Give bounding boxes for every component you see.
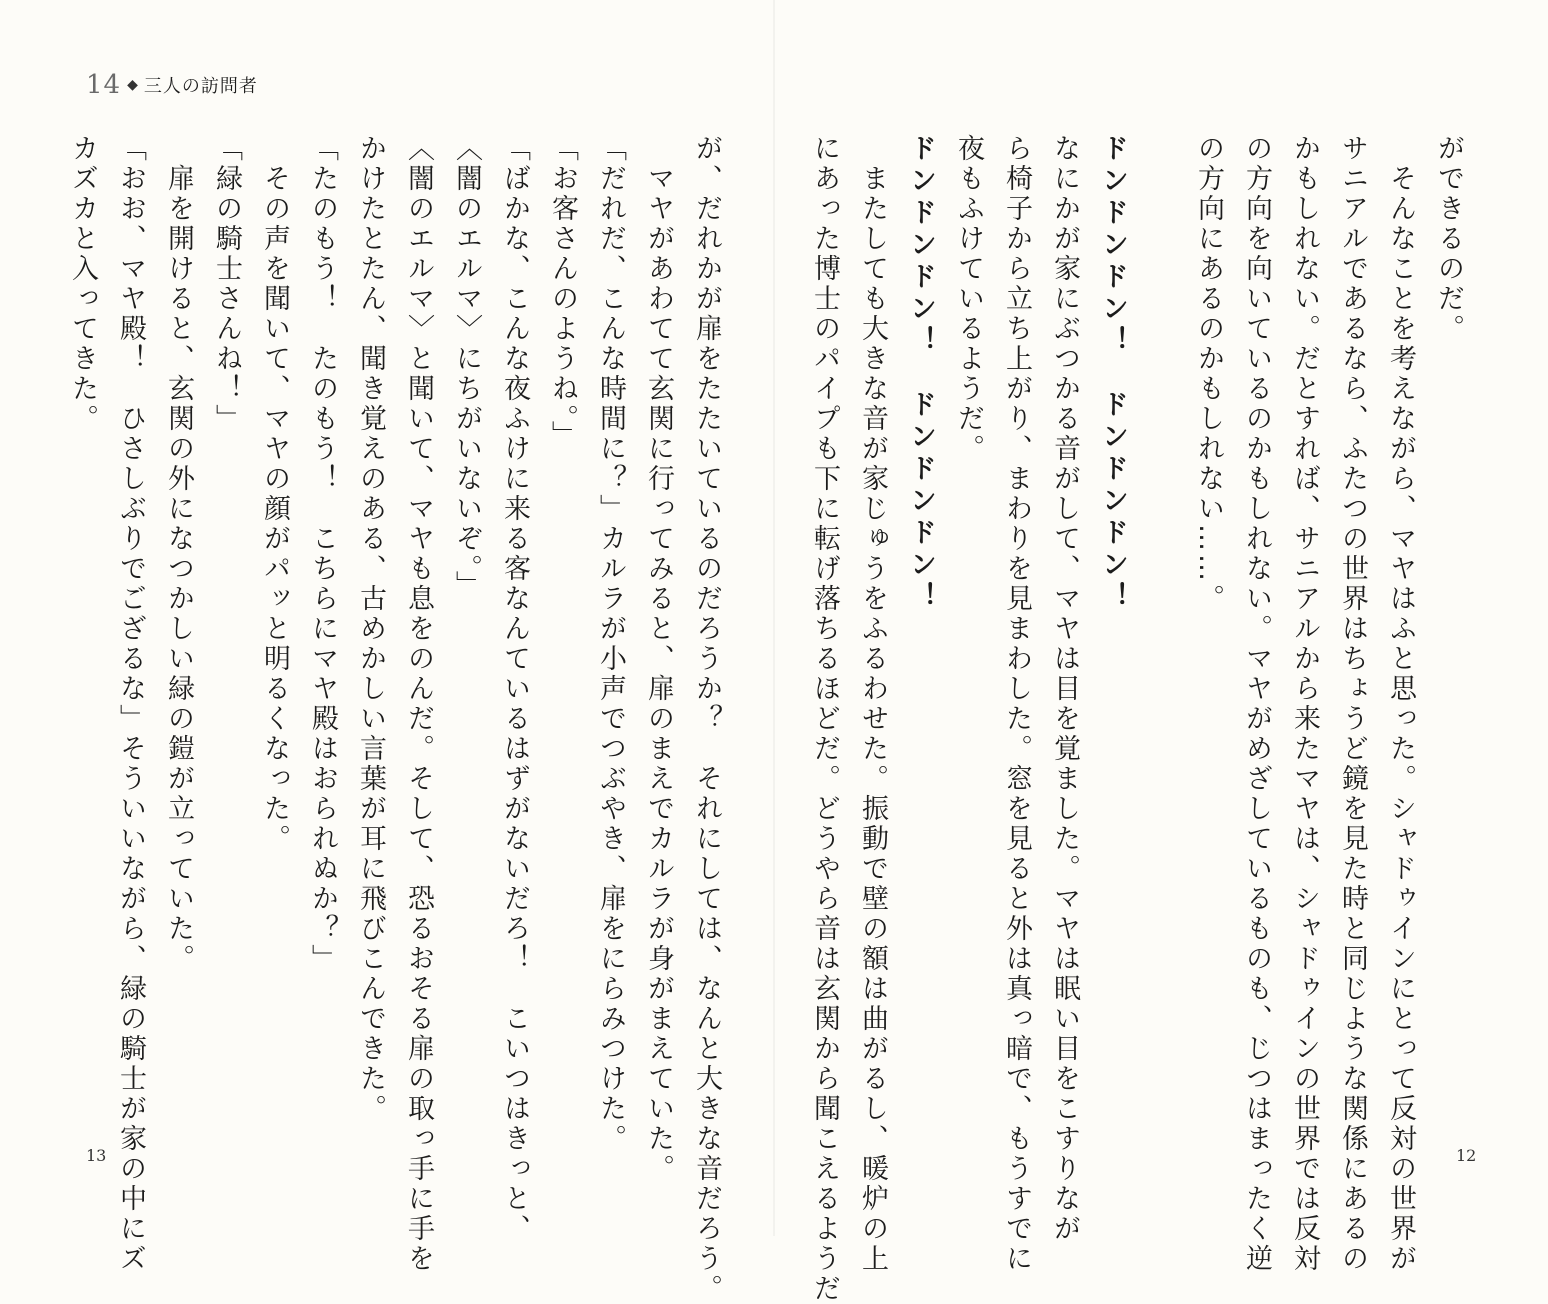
text-line: の方向を向いているのかもしれない。マヤがめざしているものも、じつはまったく逆 xyxy=(1241,134,1272,1274)
diamond-icon: ◆ xyxy=(127,77,138,93)
chapter-number: 14 xyxy=(86,70,122,100)
chapter-title: 三人の訪問者 xyxy=(143,76,258,97)
text-line: なにかが家にぶつかる音がして、マヤは目を覚ました。マヤは眠い目をこすりなが xyxy=(1049,134,1080,1244)
page-gutter xyxy=(773,0,775,1236)
text-line: 〈闇のエルマ〉にちがいないぞ。」 xyxy=(451,134,482,601)
text-line: そんなことを考えながら、マヤはふと思った。シャドゥインにとって反対の世界が xyxy=(1385,134,1416,1274)
text-line: かもしれない。だとすれば、サニアルから来たマヤは、シャドゥインの世界では反対 xyxy=(1289,134,1320,1274)
blank-line xyxy=(1136,134,1184,1094)
text-line: 夜もふけているようだ。 xyxy=(953,134,984,464)
sound-effect-line: ドンドンドン！ ドンドンドン！ xyxy=(1097,134,1128,614)
text-line: の方向にあるのかもしれない……。 xyxy=(1193,134,1224,614)
text-line: が、だれかが扉をたたいているのだろうか？ それにしては、なんと大きな音だろう。 xyxy=(691,134,722,1304)
text-line: またしても大きな音が家じゅうをふるわせた。振動で壁の額は曲がるし、暖炉の上 xyxy=(857,134,888,1274)
text-line: ら椅子から立ち上がり、まわりを見まわした。窓を見ると外は真っ暗で、もうすでに xyxy=(1001,134,1032,1274)
text-line: マヤがあわてて玄関に行ってみると、扉のまえでカルラが身がまえていた。 xyxy=(643,134,674,1184)
text-line: 「ばかな、こんな夜ふけに来る客なんているはずがないだろ！ こいつはきっと、 xyxy=(499,134,530,1244)
sound-effect-line: ドンドンドン！ ドンドンドン！ xyxy=(905,134,936,614)
text-line: 「だれだ、こんな時間に？」カルラが小声でつぶやき、扉をにらみつけた。 xyxy=(595,134,626,1154)
text-line: その声を聞いて、マヤの顔がパッと明るくなった。 xyxy=(259,134,290,854)
text-line: かけたとたん、聞き覚えのある、古めかしい言葉が耳に飛びこんできた。 xyxy=(355,134,386,1124)
text-line: 「おお、マヤ殿！ ひさしぶりでござるな」そういいながら、緑の騎士が家の中にズ xyxy=(115,134,146,1274)
page-number-left: 13 xyxy=(86,1146,107,1165)
text-line: 「お客さんのようね。」 xyxy=(547,134,578,451)
text-line: ができるのだ。 xyxy=(1433,134,1464,344)
text-line: 「たのもう！ たのもう！ こちらにマヤ殿はおられぬか？」 xyxy=(307,134,338,974)
text-line: にあった博士のパイプも下に転げ落ちるほどだ。どうやら音は玄関から聞こえるようだ xyxy=(809,134,840,1304)
text-line: 「緑の騎士さんね！」 xyxy=(211,134,242,434)
text-line: 扉を開けると、玄関の外になつかしい緑の鎧が立っていた。 xyxy=(163,134,194,974)
running-head xyxy=(86,70,258,100)
text-line: サニアルであるなら、ふたつの世界はちょうど鏡を見た時と同じような関係にあるの xyxy=(1337,134,1368,1274)
text-line: 〈闇のエルマ〉と聞いて、マヤも息をのんだ。そして、恐るおそる扉の取っ手に手を xyxy=(403,134,434,1274)
page-number-right: 12 xyxy=(1456,1146,1477,1165)
text-line: カズカと入ってきた。 xyxy=(67,134,98,434)
